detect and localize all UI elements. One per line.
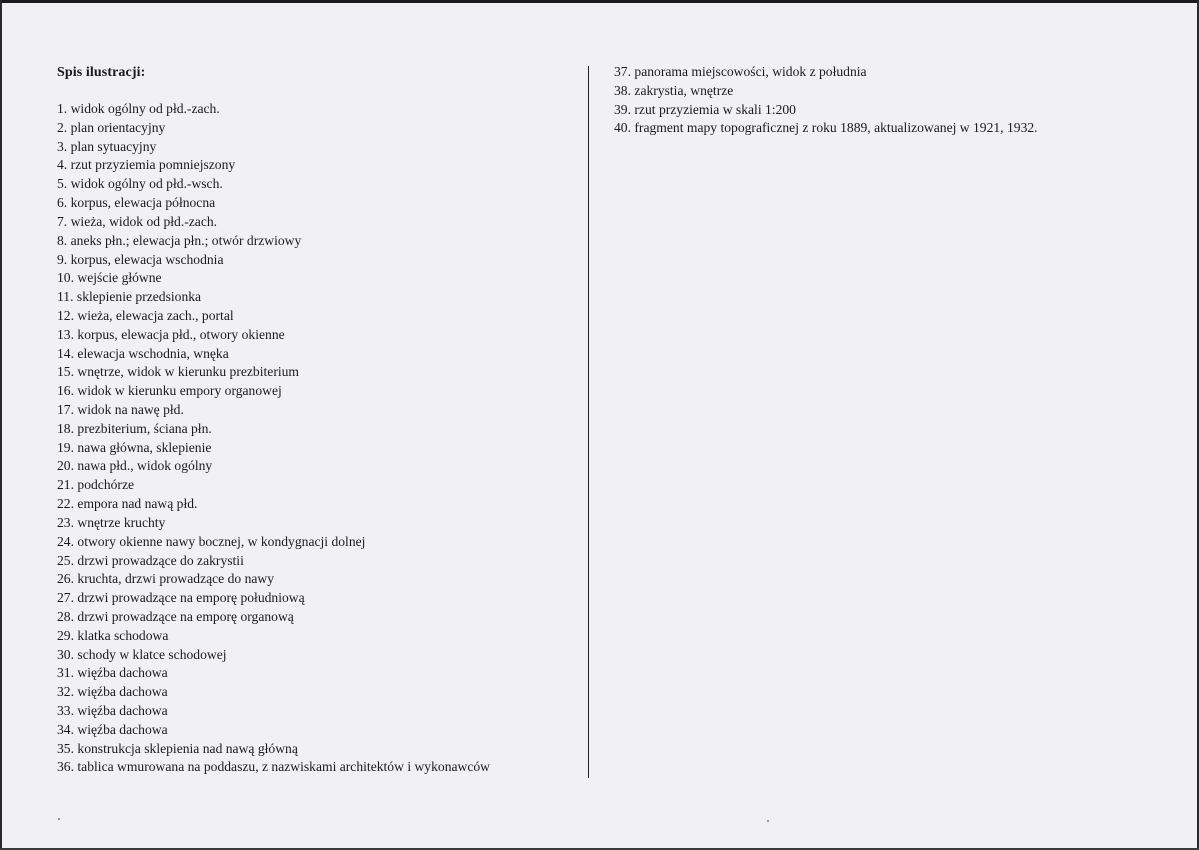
item-number: 15. xyxy=(57,364,74,380)
item-caption: otwory okienne nawy bocznej, w kondygnacji dolnej xyxy=(77,533,366,549)
illustration-list-left xyxy=(57,100,577,777)
item-caption: wnętrze, widok w kierunku prezbiterium xyxy=(77,364,299,380)
item-caption: widok w kierunku empory organowej xyxy=(77,383,282,399)
item-number: 33. xyxy=(57,703,74,718)
list-item xyxy=(614,63,1174,82)
list-item xyxy=(57,552,577,571)
item-caption: schody w klatce schodowej xyxy=(77,646,227,662)
list-item xyxy=(57,119,577,138)
item-caption: więźba dachowa xyxy=(77,684,168,700)
item-number: 40. xyxy=(614,120,631,136)
item-number: 6. xyxy=(57,195,68,211)
item-caption: prezbiterium, ściana płn. xyxy=(77,420,212,436)
list-item xyxy=(57,100,577,119)
list-item xyxy=(57,326,577,345)
list-item xyxy=(57,589,577,608)
list-item xyxy=(57,269,577,288)
item-caption: wieża, widok od płd.-zach. xyxy=(70,213,218,229)
item-caption: korpus, elewacja północna xyxy=(70,195,216,211)
list-item xyxy=(57,570,577,589)
item-number: 28. xyxy=(57,608,74,624)
item-caption: więźba dachowa xyxy=(77,721,168,737)
column-divider xyxy=(588,66,589,778)
item-number: 36. xyxy=(57,759,74,775)
item-number: 29. xyxy=(57,627,74,643)
item-number: 30. xyxy=(57,646,74,662)
item-number: 31. xyxy=(57,665,74,681)
item-number: 3. xyxy=(57,138,68,154)
item-caption: empora nad nawą płd. xyxy=(77,496,198,512)
list-item xyxy=(57,345,577,364)
item-caption: drzwi prowadzące na emporę organową xyxy=(77,608,294,624)
item-number: 35. xyxy=(57,740,74,756)
item-caption: więźba dachowa xyxy=(77,703,168,718)
list-item xyxy=(57,363,577,382)
item-number: 13. xyxy=(57,326,74,342)
item-caption: wejście główne xyxy=(77,270,162,286)
item-caption: sklepienie przedsionka xyxy=(76,289,202,305)
item-caption: kruchta, drzwi prowadzące do nawy xyxy=(77,571,275,587)
item-number: 2. xyxy=(57,119,68,135)
item-number: 10. xyxy=(57,270,74,286)
item-number: 1. xyxy=(57,101,68,116)
item-number: 16. xyxy=(57,383,74,399)
list-item xyxy=(57,664,577,683)
item-caption: drzwi prowadzące do zakrystii xyxy=(77,552,244,568)
list-item xyxy=(57,702,577,721)
item-number: 21. xyxy=(57,477,74,493)
item-number: 38. xyxy=(614,82,631,98)
item-caption: widok ogólny od płd.-wsch. xyxy=(70,176,223,192)
item-number: 11. xyxy=(57,289,74,305)
list-item xyxy=(57,476,577,495)
list-item xyxy=(57,420,577,439)
list-item xyxy=(57,495,577,514)
list-item xyxy=(57,740,577,759)
list-item xyxy=(57,683,577,702)
list-item xyxy=(57,627,577,646)
list-item xyxy=(57,138,577,157)
list-item xyxy=(57,307,577,326)
item-number: 12. xyxy=(57,307,74,323)
illustration-list-right xyxy=(614,63,1174,138)
list-item xyxy=(57,232,577,251)
list-item xyxy=(57,721,577,740)
list-item xyxy=(57,194,577,213)
list-item xyxy=(57,457,577,476)
list-item xyxy=(614,119,1174,138)
scan-border-left xyxy=(0,0,2,850)
item-number: 24. xyxy=(57,533,74,549)
item-number: 4. xyxy=(57,157,68,173)
item-number: 14. xyxy=(57,345,74,361)
item-number: 23. xyxy=(57,514,74,530)
item-number: 8. xyxy=(57,232,68,248)
item-caption: rzut przyziemia w skali 1:200 xyxy=(634,101,796,117)
page-heading: Spis ilustracji: xyxy=(57,65,146,80)
item-number: 9. xyxy=(57,251,68,267)
item-caption: wieża, elewacja zach., portal xyxy=(77,307,234,323)
item-number: 26. xyxy=(57,571,74,587)
item-caption: rzut przyziemia pomniejszony xyxy=(70,157,236,173)
list-item xyxy=(57,156,577,175)
item-number: 32. xyxy=(57,684,74,700)
item-number: 39. xyxy=(614,101,631,117)
item-number: 34. xyxy=(57,721,74,737)
item-caption: klatka schodowa xyxy=(77,627,169,643)
list-item xyxy=(57,514,577,533)
list-item xyxy=(57,533,577,552)
list-item xyxy=(57,251,577,270)
item-caption: widok ogólny od płd.-zach. xyxy=(70,101,220,116)
list-item xyxy=(614,82,1174,101)
list-item xyxy=(57,382,577,401)
item-caption: widok na nawę płd. xyxy=(77,402,184,417)
item-caption: plan orientacyjny xyxy=(70,119,166,135)
item-caption: zakrystia, wnętrze xyxy=(634,82,734,98)
item-number: 20. xyxy=(57,458,74,474)
item-caption: elewacja wschodnia, wnęka xyxy=(77,345,229,361)
item-caption: panorama miejscowości, widok z południa xyxy=(634,64,867,79)
item-number: 25. xyxy=(57,552,74,568)
list-item xyxy=(57,646,577,665)
item-caption: korpus, elewacja płd., otwory okienne xyxy=(77,326,285,342)
item-number: 7. xyxy=(57,213,68,229)
item-caption: tablica wmurowana na poddaszu, z nazwiskami architektów i wykonawców xyxy=(77,759,490,775)
item-caption: nawa płd., widok ogólny xyxy=(77,458,213,474)
scan-speck xyxy=(767,820,769,822)
item-caption: drzwi prowadzące na emporę południową xyxy=(77,590,305,606)
list-item xyxy=(57,439,577,458)
item-caption: podchórze xyxy=(77,477,135,493)
item-caption: korpus, elewacja wschodnia xyxy=(70,251,224,267)
item-caption: wnętrze kruchty xyxy=(77,514,166,530)
item-number: 22. xyxy=(57,496,74,512)
list-item xyxy=(57,288,577,307)
item-number: 27. xyxy=(57,590,74,606)
item-number: 5. xyxy=(57,176,68,192)
list-item xyxy=(57,213,577,232)
item-caption: więźba dachowa xyxy=(77,665,168,681)
list-item xyxy=(57,608,577,627)
item-number: 18. xyxy=(57,420,74,436)
scan-speck xyxy=(58,818,60,820)
list-item xyxy=(57,758,577,777)
list-item xyxy=(57,401,577,420)
list-item xyxy=(614,101,1174,120)
item-number: 19. xyxy=(57,439,74,455)
item-caption: nawa główna, sklepienie xyxy=(77,439,212,455)
item-number: 17. xyxy=(57,402,74,417)
item-caption: plan sytuacyjny xyxy=(70,138,157,154)
scan-border-top xyxy=(0,0,1199,3)
item-caption: fragment mapy topograficznej z roku 1889, aktualizowanej w 1921, 1932. xyxy=(634,120,1038,136)
list-item xyxy=(57,175,577,194)
item-caption: aneks płn.; elewacja płn.; otwór drzwiowy xyxy=(70,232,302,248)
item-caption: konstrukcja sklepienia nad nawą główną xyxy=(77,740,298,756)
item-number: 37. xyxy=(614,64,631,79)
